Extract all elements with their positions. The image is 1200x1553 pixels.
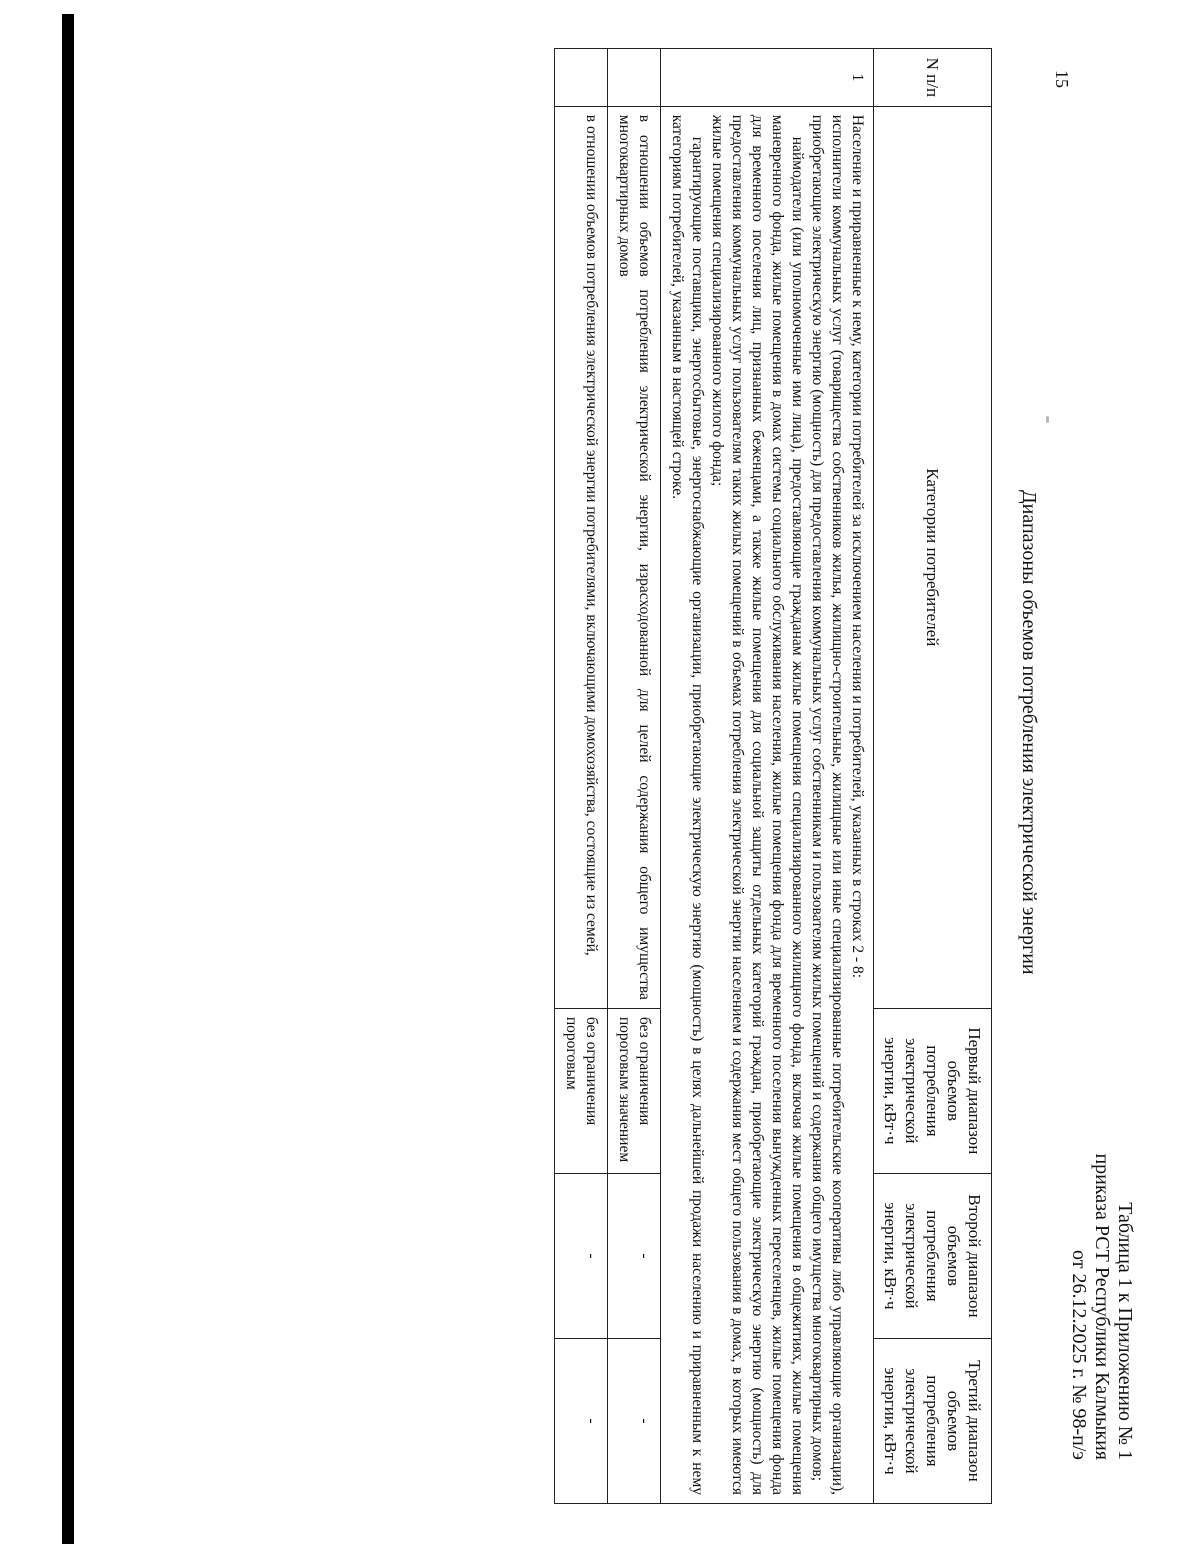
row-num: 1 <box>661 49 874 107</box>
row-range1: без ограничения пороговым значением <box>608 1008 661 1173</box>
caption-line-1: Таблица 1 к Приложению № 1 <box>1114 1202 1136 1460</box>
row1-paragraph-1: Население и приравненные к нему, категории потребителей за исключением населения и потребителей, указанных в строках 2 - 8: <box>849 114 866 979</box>
page-number: 15 <box>1052 70 1072 88</box>
row1-paragraph-4: гарантирующие поставщики, энергосбытовые, энергоснабжающие организации, приобретающие электрическую энергию (мощность) в целях дальнейшей продажи населению и приравненным к нему категориям потребителей, указанным в настоящей строке. <box>669 114 706 1495</box>
row-category: в отношении объемов потребления электрической энергии, израсходованной для целей содержания общего имущества многоквартирных домов <box>608 106 661 1008</box>
header-range2: Второй диапазон объемов потребления электрической энергии, кВт·ч <box>874 1173 992 1338</box>
row1-paragraph-2: исполнители коммунальных услуг (товарищества собственников жилья, жилищно-строительные, жилищные или иные специализированные потребительские кооперативы либо управляющие организации), приобретающие электрическую энергию (мощность) для предоставления коммунальных услуг собственникам и пользователям жилых помещений и содержания общего имущества многоквартирных домов; <box>809 114 846 1495</box>
consumption-ranges-table <box>554 48 992 1504</box>
caption-line-2: приказа РСТ Республики Калмыкия <box>1091 1153 1113 1460</box>
header-range3: Третий диапазон объемов потребления электрической энергии, кВт·ч <box>874 1338 992 1503</box>
appendix-caption <box>1067 1000 1136 1460</box>
header-num: N п/п <box>874 49 992 107</box>
table-title: Диапазоны объемов потребления электрической энергии <box>1018 490 1040 975</box>
header-range1: Первый диапазон объемов потребления электрической энергии, кВт·ч <box>874 1008 992 1173</box>
row-range3: - <box>608 1338 661 1503</box>
table-row <box>661 49 874 1504</box>
row-range2: - <box>555 1173 608 1338</box>
row1-paragraph-3: наймодатели (или уполномоченные ими лица), предоставляющие гражданам жилые помещения специализированного жилищного фонда, включая жилые помещения в общежитиях, жилые помещения маневренного фонда, жилые помещения в домах системы социального обслуживания населения, жилые помещения фонда для временного поселения вынужденных переселенцев, жилые помещения фонда для временного поселения лиц, признанных беженцами, а также жилые помещения для социальной защиты отдельных категорий граждан, приобретающие электрическую энергию (мощность) для предоставления коммунальных услуг пользователям таких жилых помещений в объемах потребления электрической энергии населением и содержания мест общего пользования в домах, в которых имеются жилые помещения специализированного жилого фонда; <box>709 114 806 1495</box>
row-range1: без ограничения пороговым <box>555 1008 608 1173</box>
table-header-row <box>874 49 992 1504</box>
caption-line-3: от 26.12.2025 г. № 98-п/э <box>1068 1249 1090 1460</box>
row-num-empty <box>555 49 608 107</box>
table-row <box>608 49 661 1504</box>
table-row <box>555 49 608 1504</box>
row-category-text <box>661 106 874 1503</box>
row-num-empty <box>608 49 661 107</box>
row-category: в отношении объемов потребления электрической энергии потребителями, включающими домохозяйства, состоящие из семей, <box>555 106 608 1008</box>
row-range3: - <box>555 1338 608 1503</box>
header-category: Категории потребителей <box>874 106 992 1008</box>
row-range2: - <box>608 1173 661 1338</box>
